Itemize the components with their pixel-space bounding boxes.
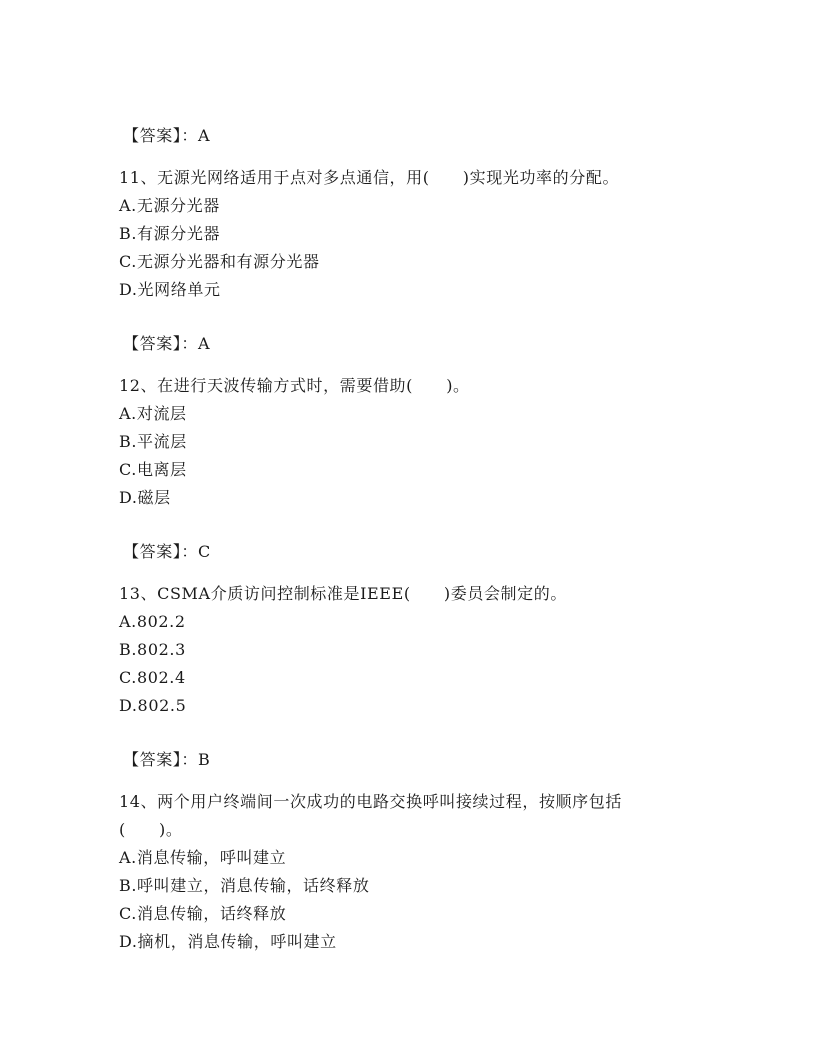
q12-option-c: C.电离层 [119, 460, 187, 479]
answer-line-q10 [123, 126, 210, 146]
q12-option-b: B.平流层 [119, 432, 187, 451]
answer-value: A [198, 334, 211, 353]
q13-option-c: C.802.4 [119, 668, 186, 687]
q11-option-a: A.无源分光器 [119, 196, 220, 215]
answer-prefix: 【答案】： [123, 542, 199, 561]
answer-line-q12 [123, 542, 211, 562]
q14-option-a: A.消息传输，呼叫建立 [119, 848, 287, 867]
answer-prefix: 【答案】： [123, 334, 199, 353]
q11-option-b: B.有源分光器 [119, 224, 221, 243]
q12-option-d: D.磁层 [119, 488, 171, 507]
question-14-text-line1: 14、两个用户终端间一次成功的电路交换呼叫接续过程，按顺序包括 [119, 792, 622, 811]
answer-line-q13 [123, 750, 210, 770]
q11-option-c: C.无源分光器和有源分光器 [119, 252, 320, 271]
q14-option-b: B.呼叫建立，消息传输，话终释放 [119, 876, 370, 895]
answer-value: B [198, 750, 211, 769]
q13-option-d: D.802.5 [119, 696, 187, 715]
question-12-text: 12、在进行天波传输方式时，需要借助( )。 [119, 376, 470, 395]
q11-option-d: D.光网络单元 [119, 280, 221, 299]
answer-value: C [198, 542, 211, 561]
answer-prefix: 【答案】： [123, 126, 199, 145]
q14-option-d: D.摘机，消息传输，呼叫建立 [119, 932, 337, 951]
q14-option-c: C.消息传输，话终释放 [119, 904, 287, 923]
question-11-text: 11、无源光网络适用于点对多点通信，用( )实现光功率的分配。 [119, 168, 620, 187]
question-13-text: 13、CSMA介质访问控制标准是IEEE( )委员会制定的。 [119, 584, 567, 603]
q12-option-a: A.对流层 [119, 404, 187, 423]
answer-value: A [198, 126, 211, 145]
q13-option-a: A.802.2 [119, 612, 186, 631]
question-14-text-line2: ( )。 [119, 820, 183, 839]
q13-option-b: B.802.3 [119, 640, 186, 659]
answer-prefix: 【答案】： [123, 750, 199, 769]
answer-line-q11 [123, 334, 210, 354]
